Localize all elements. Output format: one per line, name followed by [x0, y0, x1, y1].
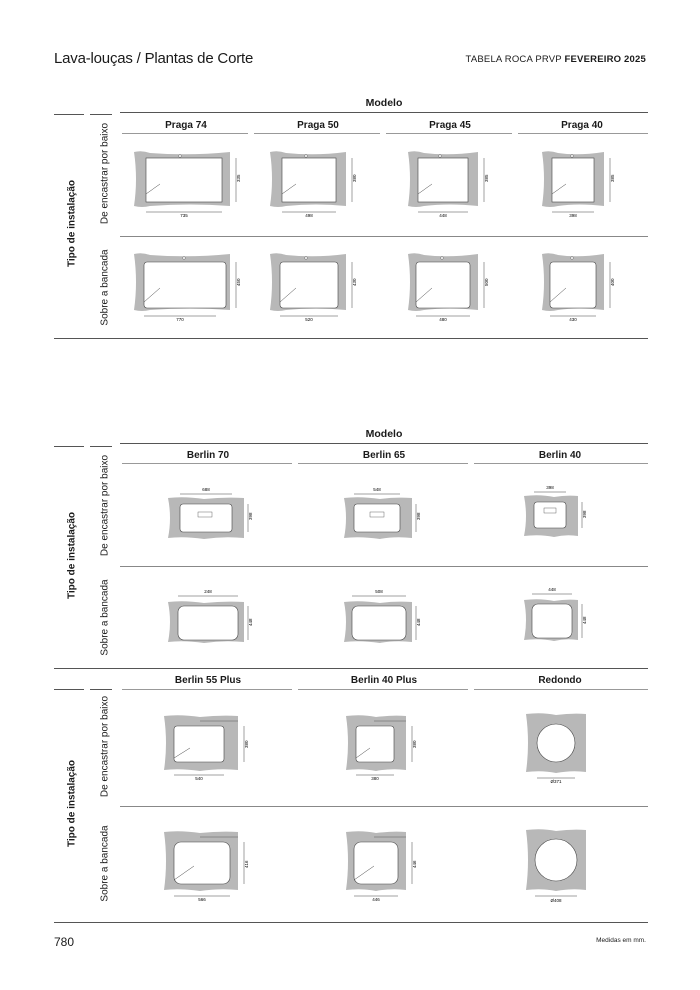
height-dimension: 398 — [582, 510, 587, 518]
cut-plan-berlin-40-undermount — [520, 484, 600, 551]
cut-plan-praga-40-undermount — [538, 148, 628, 225]
width-dimension: 520 — [305, 317, 313, 322]
sink-cut-drawing — [520, 586, 600, 648]
width-dimension: 540 — [195, 776, 203, 781]
row-label-undermount: De encastrar por baixo — [99, 122, 111, 225]
column-header-berlin-40: Berlin 40 — [538, 450, 582, 461]
divider — [54, 114, 84, 115]
row-label-undermount: De encastrar por baixo — [99, 695, 111, 798]
catalog-name: TABELA ROCA PRVP — [465, 54, 565, 65]
catalog-header — [466, 54, 646, 65]
divider — [120, 443, 648, 444]
height-dimension: 448 — [248, 618, 253, 626]
divider — [474, 463, 648, 464]
divider — [54, 446, 84, 447]
width-dimension: 248 — [204, 589, 212, 594]
height-dimension: 450 — [236, 278, 241, 286]
cut-plan-berlin-70-overmount — [164, 588, 260, 655]
sink-cut-drawing — [520, 484, 600, 546]
sink-cut-drawing — [404, 148, 504, 220]
catalog-date: FEVEREIRO 2025 — [564, 54, 646, 65]
divider — [120, 236, 648, 237]
sink-cut-drawing — [160, 712, 260, 782]
cut-plan-berlin-65-undermount — [340, 486, 430, 553]
page-title: Lava-louças / Plantas de Corte — [54, 50, 254, 67]
cut-plan-praga-74-undermount — [130, 148, 248, 225]
diameter-dimension: Ø371 — [550, 779, 562, 784]
cut-plan-berlin-55-plus-undermount — [160, 712, 260, 787]
divider — [120, 566, 648, 567]
height-dimension: 416 — [244, 860, 249, 868]
sink-cut-drawing — [340, 486, 430, 548]
divider — [298, 689, 468, 690]
cut-plan-berlin-55-plus-overmount — [160, 828, 260, 909]
height-dimension: 385 — [484, 174, 489, 182]
divider — [54, 689, 84, 690]
height-dimension: 335 — [236, 174, 241, 182]
cut-plan-praga-74-overmount — [130, 250, 248, 329]
divider — [120, 806, 648, 807]
sink-cut-drawing — [342, 712, 432, 782]
height-dimension: 400 — [610, 278, 615, 286]
row-label-overmount: Sobre a bancada — [99, 825, 111, 902]
sink-cut-drawing — [130, 148, 248, 220]
divider — [54, 922, 648, 923]
sink-cut-drawing — [538, 250, 628, 324]
cut-plan-praga-45-undermount — [404, 148, 504, 225]
height-dimension: 385 — [610, 174, 615, 182]
page-number: 780 — [54, 935, 75, 949]
divider — [122, 463, 292, 464]
cut-plan-berlin-40-overmount — [520, 586, 600, 653]
column-header-praga-74: Praga 74 — [165, 120, 207, 131]
modelo-heading: Modelo — [365, 428, 403, 440]
divider — [518, 133, 648, 134]
row-label-overmount: Sobre a bancada — [99, 579, 111, 656]
installation-type-label: Tipo de instalação — [66, 179, 78, 268]
cut-plan-praga-45-overmount — [404, 250, 504, 329]
sink-cut-drawing — [160, 828, 260, 904]
width-dimension: 398 — [546, 485, 554, 490]
sink-cut-drawing — [266, 148, 366, 220]
width-dimension: 508 — [375, 589, 383, 594]
height-dimension: 398 — [416, 512, 421, 520]
cut-plan-redondo-undermount — [522, 710, 602, 791]
width-dimension: 498 — [305, 213, 313, 218]
cut-plan-redondo-overmount — [522, 826, 602, 911]
divider — [122, 133, 248, 134]
width-dimension: 735 — [180, 213, 188, 218]
column-header-redondo: Redondo — [538, 675, 582, 686]
height-dimension: 380 — [412, 740, 417, 748]
width-dimension: 688 — [202, 487, 210, 492]
cut-plan-berlin-65-overmount — [340, 588, 430, 655]
installation-type-label: Tipo de instalação — [66, 511, 78, 600]
width-dimension: 446 — [372, 897, 380, 902]
width-dimension: 380 — [371, 776, 379, 781]
width-dimension: 770 — [176, 317, 184, 322]
width-dimension: 448 — [548, 587, 556, 592]
width-dimension: 480 — [439, 317, 447, 322]
divider — [122, 689, 292, 690]
height-dimension: 500 — [484, 278, 489, 286]
divider — [298, 463, 468, 464]
sink-cut-drawing — [522, 826, 602, 906]
divider — [54, 338, 648, 339]
height-dimension: 380 — [352, 174, 357, 182]
sink-cut-drawing — [404, 250, 504, 324]
column-header-berlin-55-plus: Berlin 55 Plus — [174, 675, 242, 686]
diameter-dimension: Ø408 — [550, 898, 562, 903]
cut-plan-praga-40-overmount — [538, 250, 628, 329]
sink-cut-drawing — [266, 250, 366, 324]
width-dimension: 430 — [569, 317, 577, 322]
cut-plan-berlin-40-plus-undermount — [342, 712, 432, 787]
height-dimension: 448 — [582, 616, 587, 624]
height-dimension: 398 — [248, 512, 253, 520]
units-note: Medidas em mm. — [596, 937, 646, 944]
sink-cut-drawing — [522, 710, 602, 786]
cut-plan-praga-50-undermount — [266, 148, 366, 225]
column-header-berlin-70: Berlin 70 — [186, 450, 230, 461]
row-label-overmount: Sobre a bancada — [99, 249, 111, 326]
divider — [386, 133, 512, 134]
width-dimension: 398 — [569, 213, 577, 218]
sink-cut-drawing — [340, 588, 430, 650]
row-label-undermount: De encastrar por baixo — [99, 454, 111, 557]
sink-cut-drawing — [342, 828, 432, 904]
divider — [120, 112, 648, 113]
column-header-praga-40: Praga 40 — [561, 120, 603, 131]
height-dimension: 448 — [416, 618, 421, 626]
installation-type-label: Tipo de instalação — [66, 759, 78, 848]
sink-cut-drawing — [538, 148, 628, 220]
height-dimension: 430 — [352, 278, 357, 286]
height-dimension: 380 — [244, 740, 249, 748]
cut-plan-praga-50-overmount — [266, 250, 366, 329]
sink-cut-drawing — [164, 588, 260, 650]
cut-plan-berlin-70-undermount — [164, 486, 260, 553]
column-header-berlin-65: Berlin 65 — [362, 450, 406, 461]
sink-cut-drawing — [164, 486, 260, 548]
divider — [54, 668, 648, 669]
column-header-praga-45: Praga 45 — [429, 120, 471, 131]
column-header-berlin-40-plus: Berlin 40 Plus — [350, 675, 418, 686]
column-header-praga-50: Praga 50 — [297, 120, 339, 131]
width-dimension: 566 — [198, 897, 206, 902]
width-dimension: 548 — [373, 487, 381, 492]
divider — [474, 689, 648, 690]
sink-cut-drawing — [130, 250, 248, 324]
divider — [254, 133, 380, 134]
modelo-heading: Modelo — [365, 97, 403, 109]
cut-plan-berlin-40-plus-overmount — [342, 828, 432, 909]
height-dimension: 446 — [412, 860, 417, 868]
width-dimension: 448 — [439, 213, 447, 218]
